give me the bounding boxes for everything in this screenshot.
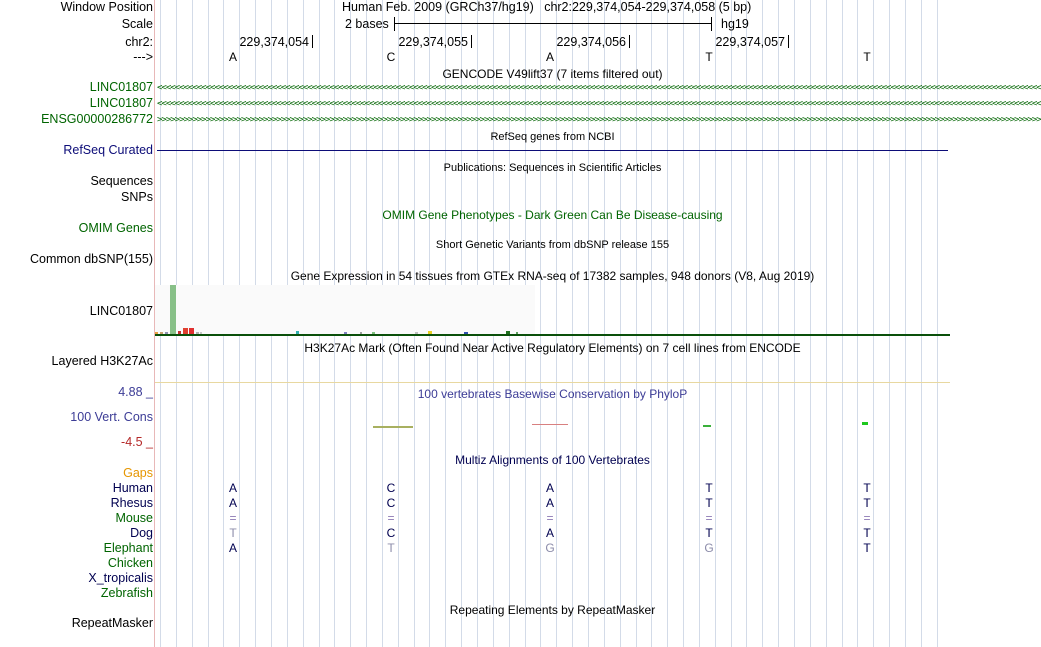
species-label-mouse[interactable]: Mouse [115,511,153,525]
aligned-base: A [228,496,237,510]
scale-label: Scale [121,17,153,31]
coordinate-tick [471,35,472,48]
coordinate-label: 229,374,054 [239,35,309,49]
refseq-track-title: RefSeq genes from NCBI [490,131,615,143]
refseq-gene-line[interactable] [157,150,948,151]
position-text: Human Feb. 2009 (GRCh37/hg19) chr2:229,374,054-229,374,058 (5 bp) [342,0,752,14]
publications-track-title: Publications: Sequences in Scientific Articles [443,162,662,174]
aligned-base: = [387,511,395,525]
aligned-base: G [704,541,714,555]
species-label-rhesus[interactable]: Rhesus [110,496,153,510]
gencode-transcript-1[interactable]: <<<<<<<<<<<<<<<<<<<<<<<<<<<<<<<<<<<<<<<<<<<<<<<<<<<<<<<<<<<<<<<<<<<<<<<<<<<<<<<<<<<<<<<<<<<<<<<<<<<<<<<<<<<<<<<<<<<<<<<<<<<<<<<<<<<<<<<<<<<<<<<<<<<<<<<<<<<<<<<<<<<<<<<<<<<<<<<<<<<<<<<<<<<<<<<<<<<<<<<< [157,83,1041,93]
gtex-label[interactable]: LINC01807 [89,304,153,318]
coordinate-tick [629,35,630,48]
aligned-base: T [863,481,871,495]
gencode-item-label-1[interactable]: LINC01807 [89,80,153,94]
publications-sequences-label[interactable]: Sequences [90,174,153,188]
aligned-base: C [386,526,396,540]
scale-bar-left-tick [394,17,395,31]
species-label-human[interactable]: Human [112,481,153,495]
gencode-transcript-3[interactable]: >>>>>>>>>>>>>>>>>>>>>>>>>>>>>>>>>>>>>>>>>>>>>>>>>>>>>>>>>>>>>>>>>>>>>>>>>>>>>>>>>>>>>>>>>>>>>>>>>>>>>>>>>>>>>>>>>>>>>>>>>>>>>>>>>>>>>>>>>>>>>>>>>>>>>>>>>>>>>>>>>>>>>>>>>>>>>>>>>>>>>>>>>>>>>>>>>>>>>>>> [157,115,1041,125]
scale-bar-right-tick [711,17,712,31]
coordinate-label: 229,374,055 [398,35,468,49]
aligned-base: T [705,526,713,540]
gtex-background [155,285,535,335]
gtex-baseline [155,334,950,336]
phylop-bar-1 [373,426,413,428]
aligned-base: T [387,541,395,555]
chrom-label: chr2: [125,35,153,49]
reference-base: T [863,50,871,64]
species-label-dog[interactable]: Dog [130,526,153,540]
aligned-base: A [228,541,237,555]
phylop-bar-2 [532,424,568,425]
aligned-base: T [705,496,713,510]
aligned-base: = [705,511,713,525]
gencode-track-title: GENCODE V49lift37 (7 items filtered out) [442,67,663,81]
scale-bar [394,23,712,24]
h3k27ac-label[interactable]: Layered H3K27Ac [51,354,153,368]
phylop-max-label: 4.88 _ [118,385,153,399]
reference-base: A [545,50,554,64]
aligned-base: A [545,526,554,540]
refseq-label[interactable]: RefSeq Curated [63,143,153,157]
gencode-transcript-2[interactable]: <<<<<<<<<<<<<<<<<<<<<<<<<<<<<<<<<<<<<<<<<<<<<<<<<<<<<<<<<<<<<<<<<<<<<<<<<<<<<<<<<<<<<<<<<<<<<<<<<<<<<<<<<<<<<<<<<<<<<<<<<<<<<<<<<<<<<<<<<<<<<<<<<<<<<<<<<<<<<<<<<<<<<<<<<<<<<<<<<<<<<<<<<<<<<<<<<<<<<<<< [157,99,1041,109]
scale-text: 2 bases [345,17,389,31]
aligned-base: A [545,481,554,495]
dbsnp-label[interactable]: Common dbSNP(155) [30,252,153,266]
coordinate-tick [788,35,789,48]
phylop-bar-3 [703,425,711,427]
reference-base: A [228,50,237,64]
gtex-bar[interactable] [170,285,176,334]
species-label-elephant[interactable]: Elephant [103,541,153,555]
gaps-label[interactable]: Gaps [123,466,153,480]
phylop-min-label: -4.5 _ [121,435,153,449]
aligned-base: A [228,481,237,495]
reference-base: T [705,50,713,64]
species-label-x_tropicalis[interactable]: X_tropicalis [88,571,153,585]
dbsnp-track-title: Short Genetic Variants from dbSNP release 155 [435,239,670,251]
publications-snps-label[interactable]: SNPs [121,190,153,204]
aligned-base: = [546,511,554,525]
aligned-base: T [705,481,713,495]
phylop-track-title: 100 vertebrates Basewise Conservation by PhyloP [417,387,688,401]
aligned-base: T [863,496,871,510]
coordinate-label: 229,374,056 [556,35,626,49]
aligned-base: T [863,541,871,555]
aligned-base: G [545,541,555,555]
coordinate-tick [312,35,313,48]
phylop-label[interactable]: 100 Vert. Cons [70,410,153,424]
gtex-track-title: Gene Expression in 54 tissues from GTEx RNA-seq of 17382 samples, 948 donors (V8, Aug 2019) [290,269,815,283]
h3k27ac-track-title: H3K27Ac Mark (Often Found Near Active Regulatory Elements) on 7 cell lines from ENCODE [304,341,801,355]
repeatmasker-track-title: Repeating Elements by RepeatMasker [449,603,656,617]
aligned-base: T [863,526,871,540]
multiz-track-title: Multiz Alignments of 100 Vertebrates [455,453,650,467]
gencode-item-label-2[interactable]: LINC01807 [89,96,153,110]
h3k27ac-baseline [155,382,950,383]
aligned-base: C [386,481,396,495]
assembly-label: hg19 [721,17,749,31]
gencode-item-label-3[interactable]: ENSG00000286772 [41,112,153,126]
aligned-base: = [863,511,871,525]
aligned-base: C [386,496,396,510]
aligned-base: A [545,496,554,510]
omim-track-title: OMIM Gene Phenotypes - Dark Green Can Be Disease-causing [382,208,723,222]
omim-label[interactable]: OMIM Genes [78,221,153,235]
coordinate-label: 229,374,057 [715,35,785,49]
species-label-zebrafish[interactable]: Zebrafish [100,586,153,600]
species-label-chicken[interactable]: Chicken [107,556,153,570]
strand-label: ---> [133,50,153,64]
window-position-label: Window Position [60,0,153,14]
phylop-bar-4 [862,422,868,425]
aligned-base: T [229,526,237,540]
reference-base: C [386,50,396,64]
aligned-base: = [229,511,237,525]
repeatmasker-label[interactable]: RepeatMasker [71,616,153,630]
